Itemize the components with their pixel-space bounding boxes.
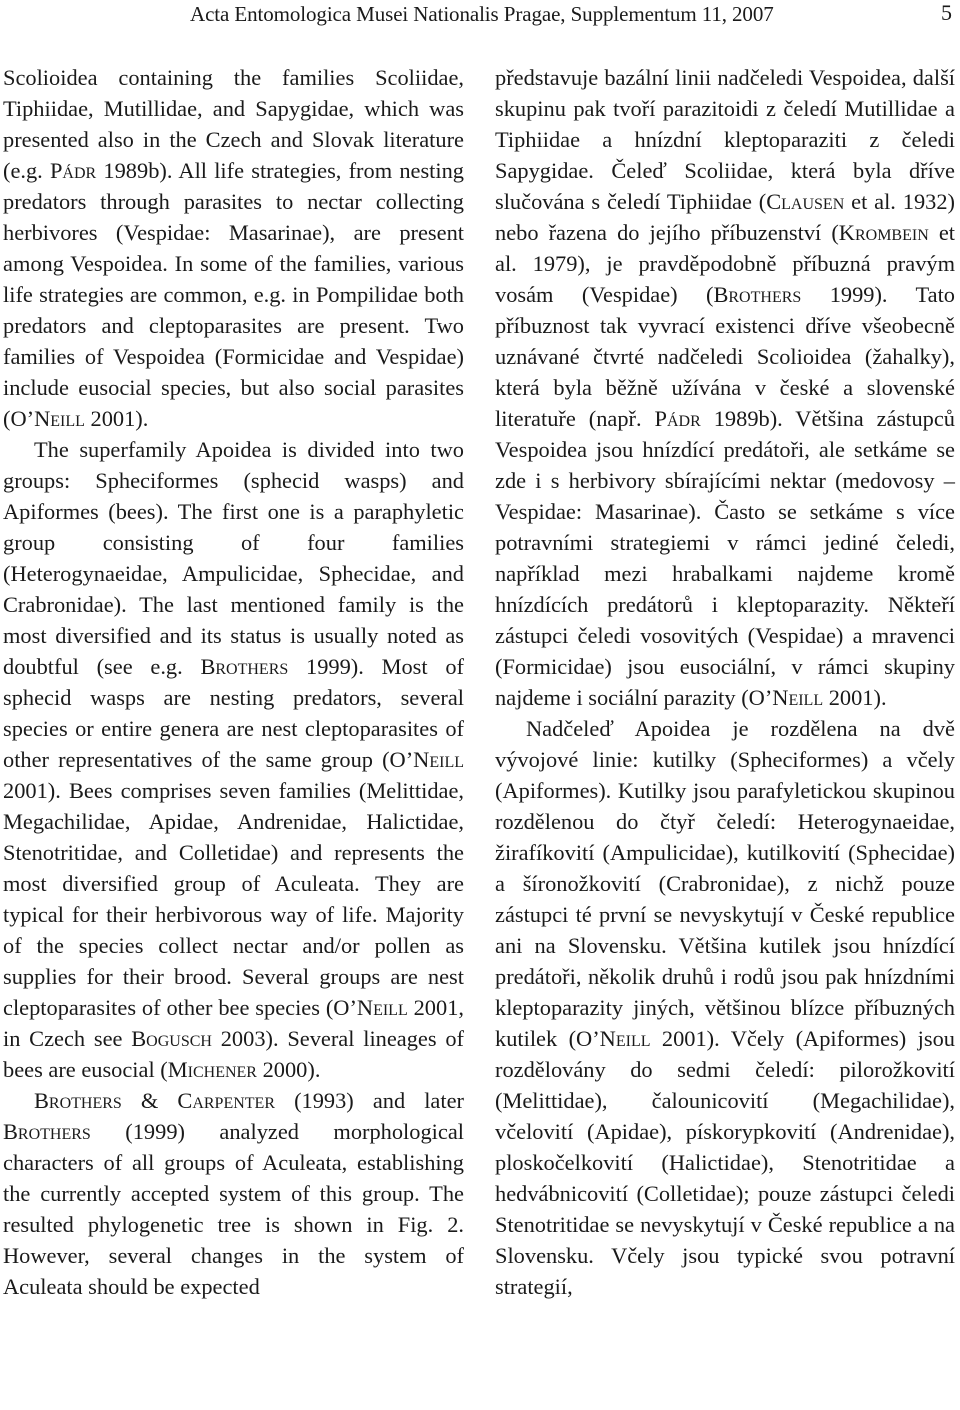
right-column (495, 62, 955, 1302)
text-run: Scolioidea containing the families Scoliidae, Tiphiidae, Mutillidae, and Sapygidae, which was presented also in the Czech and Slovak literature (e.g. (3, 65, 464, 183)
author-citation: Bogusch (131, 1026, 212, 1051)
text-run: The superfamily Apoidea is divided into two groups: Spheciformes (sphecid wasps) and Apiformes (bees). The first one is a paraphyletic group consisting of four families (Heterogynaeidae, Ampulicidae, Sphecidae, and Crabronidae). The last mentioned family is the most diversified and its status is usually noted as doubtful (see e.g. (3, 437, 464, 679)
journal-title: Acta Entomologica Musei Nationalis Pragae, Supplementum 11, 2007 (190, 2, 774, 26)
text-run: 2001). (823, 685, 887, 710)
author-citation: O’Neill (10, 406, 85, 431)
text-run: 2001). (84, 406, 149, 431)
author-citation: O’Neill (576, 1026, 651, 1051)
text-run: představuje bazální linii nadčeledi Vespoidea, další skupinu pak tvoří parazitoidi z čeledí Mutillidae a Tiphiidae a hnízdní kleptoparaziti z čeledi Sapygidae. Čeleď Scoliidae, která byla dříve slučována s čeledí Tiphiidae ( (495, 65, 955, 214)
author-citation: O’Neill (389, 747, 464, 772)
author-citation: Brothers (34, 1088, 122, 1113)
right-paragraph-2 (495, 713, 955, 1302)
author-citation: Krombein (838, 220, 929, 245)
author-citation: O’Neill (748, 685, 824, 710)
text-run: & (121, 1088, 178, 1113)
text-run: 1999). Most of sphecid wasps are nesting predators, several species or entire genera are nest cleptoparasites of other representatives of the same group ( (3, 654, 464, 772)
text-run: 2001). Včely (Apiformes) jsou rozdělovány do sedmi čeledí: pilorožkovití (Melittidae), čalounicovití (Megachilidae), včelovití (Apidae), pískorypkovití (Andrenidae), ploskočelkovití (Halictidae), Stenotritidae a hedvábnicovití (Colletidae); pouze zástupci čeledi Stenotritidae se nevyskytují v České republice a na Slovensku. Včely jsou typické svou potravní strategií, (495, 1026, 955, 1299)
left-paragraph-1 (3, 62, 464, 434)
author-citation: Michener (167, 1057, 257, 1082)
text-run: 2000). (256, 1057, 321, 1082)
text-run: 2001, in Czech see (3, 995, 464, 1051)
running-header (0, 0, 960, 36)
text-run: (1999) analyzed morphological characters of all groups of Aculeata, establishing the currently accepted system of this group. The resulted phylogenetic tree is shown in Fig. 2. However, several changes in the system of Aculeata should be expected (3, 1119, 464, 1299)
text-run: 2003). Several lineages of bees are eusocial ( (3, 1026, 464, 1082)
page-number: 5 (941, 0, 952, 25)
text-run: 2001). Bees comprises seven families (Melittidae, Megachilidae, Apidae, Andrenidae, Halictidae, Stenotritidae, and Colletidae) and represents the most diversified group of Aculeata. They are typical for their herbivorous way of life. Majority of the species collect nectar and/or pollen as supplies for their brood. Several groups are nest cleptoparasites of other bee species ( (3, 778, 464, 1020)
author-citation: Brothers (3, 1119, 91, 1144)
author-citation: Brothers (200, 654, 289, 679)
text-run: 1999). Tato příbuznost tak vyvrací existenci dříve všeobecně uznávané čtvrté nadčeledi Scolioidea (žahalky), která byla běžně užívána v české a slovenské literatuře (např. (495, 282, 955, 431)
author-citation: Carpenter (177, 1088, 275, 1113)
text-run: (1993) and later (275, 1088, 464, 1113)
left-paragraph-3 (3, 1085, 464, 1302)
text-run: 1989b). Většina zástupců Vespoidea jsou hnízdící predátoři, ale setkáme se zde i s herbivory sbírajícími nektar (medovosy – Vespidae: Masarinae). Často se setkáme s více potravními strategiemi v rámci jediné čeledi, například mezi hrabalkami najdeme kromě hnízdících predátorů i kleptoparazity. Někteří zástupci čeledi vosovitých (Vespidae) a mravenci (Formicidae) jsou eusociální, v rámci skupiny najdeme i sociální parazity ( (495, 406, 955, 710)
left-column (3, 62, 464, 1302)
author-citation: Brothers (713, 282, 802, 307)
author-citation: Clausen (766, 189, 845, 214)
text-run: et al. 1979), je pravděpodobně příbuzná pravým vosám (Vespidae) ( (495, 220, 955, 307)
text-run: 1989b). All life strategies, from nesting predators through parasites to nectar collecting herbivores (Vespidae: Masarinae), are present among Vespoidea. In some of the families, various life strategies are common, e.g. in Pompilidae both predators and cleptoparasites are present. Two families of Vespoidea (Formicidae and Vespidae) include eusocial species, but also social parasites ( (3, 158, 464, 431)
author-citation: Pádr (654, 406, 701, 431)
author-citation: Pádr (49, 158, 97, 183)
author-citation: O’Neill (333, 995, 408, 1020)
text-run: Nadčeleď Apoidea je rozdělena na dvě vývojové linie: kutilky (Spheciformes) a včely (Apiformes). Kutilky jsou parafyletickou skupinou rozdělenou do čtyř čeledí: Heterogynaeidae, žirafíkovití (Ampulicidae), kutilkovití (Sphecidae) a šíronožkovití (Crabronidae), z nichž pouze zástupci té první se nevyskytují v České republice ani na Slovensku. Většina kutilek jsou hnízdící predátoři, několik druhů i rodů jsou pak hnízdními kleptoparazity jiných, většinou blízce příbuzných kutilek ( (495, 716, 955, 1051)
left-paragraph-2 (3, 434, 464, 1085)
text-run: et al. 1932) nebo řazena do jejího příbuzenství ( (495, 189, 956, 245)
right-paragraph-1 (495, 62, 955, 713)
